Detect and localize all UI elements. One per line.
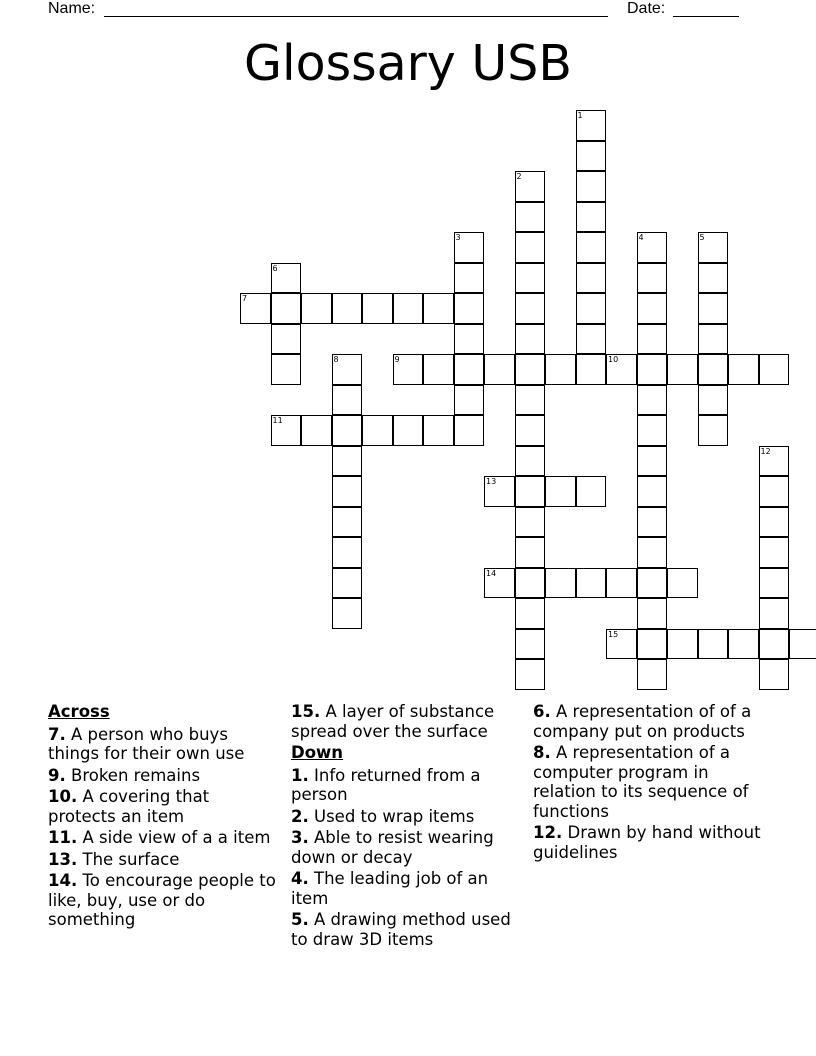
clue-down-12: 12. Drawn by hand without guidelines — [533, 823, 761, 862]
clue-number: 12 — [760, 446, 771, 456]
grid-cell[interactable] — [515, 385, 546, 416]
grid-cell[interactable] — [393, 293, 424, 324]
grid-cell[interactable] — [698, 324, 729, 355]
clue-down-6: 6. A representation of of a company put on products — [533, 702, 752, 741]
clue-number: 5 — [699, 233, 705, 242]
clue-down-8: 8. A representation of a computer program in relation to its sequence of functions — [533, 743, 749, 821]
grid-cell[interactable] — [728, 629, 759, 660]
clue-across-11: 11. A side view of a a item — [48, 828, 271, 847]
clue-across-7: 7. A person who buys things for their own use — [48, 724, 245, 763]
grid-cell[interactable] — [637, 568, 668, 599]
clue-number: 11 — [272, 416, 283, 425]
grid-cell[interactable] — [332, 476, 363, 507]
grid-cell[interactable] — [759, 568, 790, 599]
grid-cell[interactable] — [576, 293, 607, 324]
grid-cell[interactable] — [789, 629, 816, 660]
grid-cell[interactable] — [423, 354, 454, 385]
grid-cell[interactable] — [545, 476, 576, 507]
clues-column-2 — [291, 702, 521, 951]
grid-cell[interactable] — [637, 324, 668, 355]
grid-cell[interactable] — [667, 568, 698, 599]
grid-cell[interactable] — [759, 659, 790, 690]
grid-cell[interactable] — [301, 293, 332, 324]
grid-cell[interactable] — [698, 263, 729, 294]
grid-cell[interactable] — [698, 354, 729, 385]
clue-across-9: 9. Broken remains — [48, 765, 201, 785]
across-heading: Across — [48, 702, 110, 721]
grid-cell[interactable] — [332, 537, 363, 568]
clue-number: 15 — [608, 629, 619, 639]
grid-cell[interactable] — [393, 415, 424, 446]
grid-cell[interactable] — [698, 385, 729, 416]
grid-cell[interactable] — [332, 507, 363, 538]
name-label: Name: — [48, 0, 96, 17]
grid-cell[interactable] — [271, 324, 302, 355]
grid-cell[interactable] — [576, 232, 607, 263]
grid-cell[interactable] — [637, 293, 668, 324]
grid-cell[interactable] — [637, 537, 668, 568]
grid-cell[interactable] — [362, 293, 393, 324]
clue-number: 4 — [638, 233, 644, 242]
grid-cell[interactable] — [515, 507, 546, 538]
grid-cell[interactable] — [423, 293, 454, 324]
grid-cell[interactable] — [759, 537, 790, 568]
grid-cell[interactable] — [698, 415, 729, 446]
grid-cell[interactable] — [759, 354, 790, 385]
puzzle-title: Glossary USB — [244, 35, 572, 92]
clue-down-3: 3. Able to resist wearing down or decay — [291, 828, 494, 867]
grid-cell[interactable] — [515, 659, 546, 690]
grid-cell[interactable] — [301, 415, 332, 446]
grid-cell[interactable] — [637, 446, 668, 477]
grid-cell[interactable] — [515, 293, 546, 324]
clue-number: 9 — [394, 355, 400, 364]
grid-cell[interactable] — [576, 568, 607, 599]
grid-cell[interactable] — [576, 354, 607, 385]
clue-number: 7 — [242, 294, 248, 303]
grid-cell[interactable] — [454, 415, 485, 446]
clue-number: 13 — [486, 477, 497, 486]
grid-cell[interactable] — [271, 293, 302, 324]
clue-down-4: 4. The leading job of an item — [291, 869, 489, 908]
clues-column-3 — [533, 702, 763, 864]
clue-number: 6 — [272, 263, 278, 273]
grid-cell[interactable] — [637, 629, 668, 660]
grid-cell[interactable] — [637, 385, 668, 416]
clue-across-15: 15. A layer of substance spread over the surface — [291, 702, 495, 741]
grid-cell[interactable] — [484, 354, 515, 385]
clue-down-5: 5. A drawing method used to draw 3D items — [291, 910, 511, 949]
grid-cell[interactable] — [698, 293, 729, 324]
grid-cell[interactable] — [637, 354, 668, 385]
grid-cell[interactable] — [667, 354, 698, 385]
clue-number: 3 — [455, 233, 461, 242]
grid-cell[interactable] — [332, 598, 363, 629]
grid-cell[interactable] — [759, 507, 790, 538]
grid-cell[interactable] — [545, 568, 576, 599]
grid-cell[interactable] — [576, 202, 607, 233]
grid-cell[interactable] — [332, 568, 363, 599]
grid-cell[interactable] — [454, 324, 485, 355]
grid-cell[interactable] — [576, 141, 607, 172]
grid-cell[interactable] — [454, 293, 485, 324]
grid-cell[interactable] — [515, 537, 546, 568]
grid-cell[interactable] — [637, 415, 668, 446]
down-heading: Down — [291, 743, 344, 762]
grid-cell[interactable] — [454, 263, 485, 294]
clue-down-2: 2. Used to wrap items — [291, 806, 475, 826]
grid-cell[interactable] — [454, 354, 485, 385]
clue-across-13: 13. The surface — [48, 849, 180, 869]
grid-cell[interactable] — [332, 293, 363, 324]
grid-cell[interactable] — [576, 263, 607, 294]
grid-cell[interactable] — [637, 598, 668, 629]
grid-cell[interactable] — [515, 354, 546, 385]
grid-cell[interactable] — [515, 324, 546, 355]
clue-number: 1 — [577, 111, 583, 120]
grid-cell[interactable] — [728, 354, 759, 385]
clue-across-10: 10. A covering that protects an item — [48, 787, 210, 826]
grid-cell[interactable] — [637, 659, 668, 690]
clue-across-14: 14. To encourage people to like, buy, use or do something — [48, 871, 276, 929]
grid-cell[interactable] — [759, 629, 790, 660]
grid-cell[interactable] — [515, 568, 546, 599]
grid-cell[interactable] — [667, 629, 698, 660]
grid-cell[interactable] — [759, 598, 790, 629]
grid-cell[interactable] — [576, 324, 607, 355]
grid-cell[interactable] — [515, 232, 546, 263]
grid-cell[interactable] — [576, 171, 607, 202]
grid-cell[interactable] — [545, 354, 576, 385]
grid-cell[interactable] — [515, 629, 546, 660]
clues-column-1 — [48, 702, 278, 932]
grid-cell[interactable] — [332, 415, 363, 446]
clue-down-1: 1. Info returned from a person — [291, 765, 481, 804]
grid-cell[interactable] — [637, 263, 668, 294]
clue-number: 2 — [516, 172, 522, 181]
grid-cell[interactable] — [332, 385, 363, 416]
grid-cell[interactable] — [454, 385, 485, 416]
grid-cell[interactable] — [515, 476, 546, 507]
grid-cell[interactable] — [637, 476, 668, 507]
grid-cell[interactable] — [637, 507, 668, 538]
grid-cell[interactable] — [515, 415, 546, 446]
grid-cell[interactable] — [698, 629, 729, 660]
grid-cell[interactable] — [515, 263, 546, 294]
grid-cell[interactable] — [576, 476, 607, 507]
clue-number: 14 — [486, 568, 497, 578]
clue-number: 10 — [608, 355, 619, 364]
grid-cell[interactable] — [759, 476, 790, 507]
grid-cell[interactable] — [362, 415, 393, 446]
grid-cell[interactable] — [515, 202, 546, 233]
grid-cell[interactable] — [515, 598, 546, 629]
date-label: Date: — [627, 0, 666, 17]
grid-cell[interactable] — [332, 446, 363, 477]
grid-cell[interactable] — [423, 415, 454, 446]
clue-number: 8 — [333, 355, 339, 364]
grid-cell[interactable] — [515, 446, 546, 477]
grid-cell[interactable] — [606, 568, 637, 599]
grid-cell[interactable] — [271, 354, 302, 385]
